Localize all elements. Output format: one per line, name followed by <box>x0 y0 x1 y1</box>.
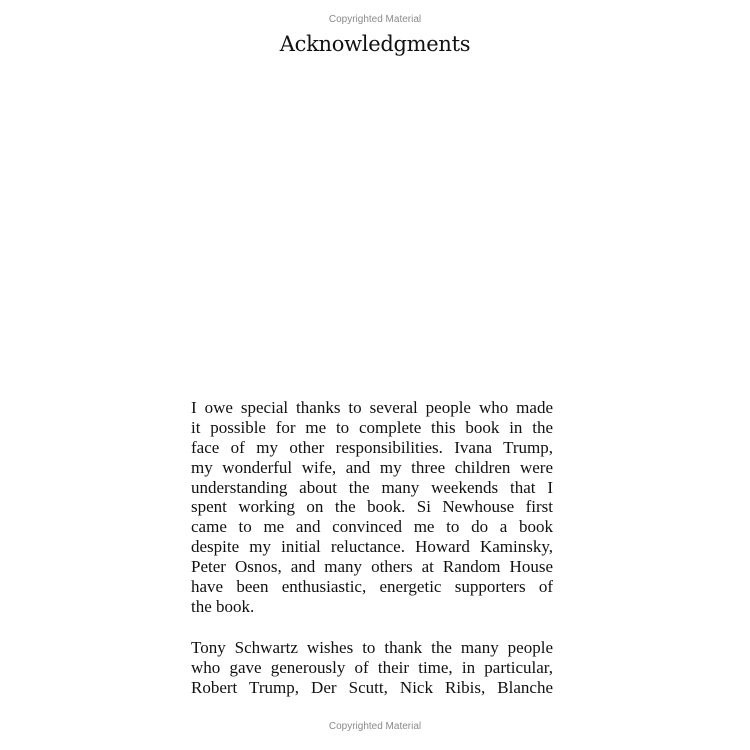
text-line: understanding about the many weekends that I <box>191 477 553 497</box>
paragraph-1 <box>191 398 553 617</box>
copyright-watermark-bottom: Copyrighted Material <box>328 721 422 732</box>
text-line: Tony Schwartz wishes to thank the many people <box>191 638 553 657</box>
text-line: came to me and convinced me to do a book <box>191 517 553 537</box>
page-title: Acknowledgments <box>279 32 471 56</box>
text-line: have been enthusiastic, energetic supporters of <box>191 577 553 597</box>
text-line: who gave generously of their time, in particular, <box>191 657 553 677</box>
text-line: Peter Osnos, and many others at Random House <box>191 557 553 577</box>
copyright-watermark-top: Copyrighted Material <box>328 14 422 25</box>
text-line: the book. <box>191 596 255 616</box>
text-line: face of my other responsibilities. Ivana Trump, <box>191 437 553 457</box>
text-line: Robert Trump, Der Scutt, Nick Ribis, Blanche <box>191 677 553 697</box>
text-line: my wonderful wife, and my three children were <box>191 457 553 477</box>
paragraph-2 <box>191 638 553 698</box>
text-line: spent working on the book. Si Newhouse first <box>191 497 553 517</box>
text-line: despite my initial reluctance. Howard Kaminsky, <box>191 537 553 557</box>
text-line: it possible for me to complete this book in the <box>191 417 553 437</box>
text-line: I owe special thanks to several people who made <box>191 398 553 417</box>
